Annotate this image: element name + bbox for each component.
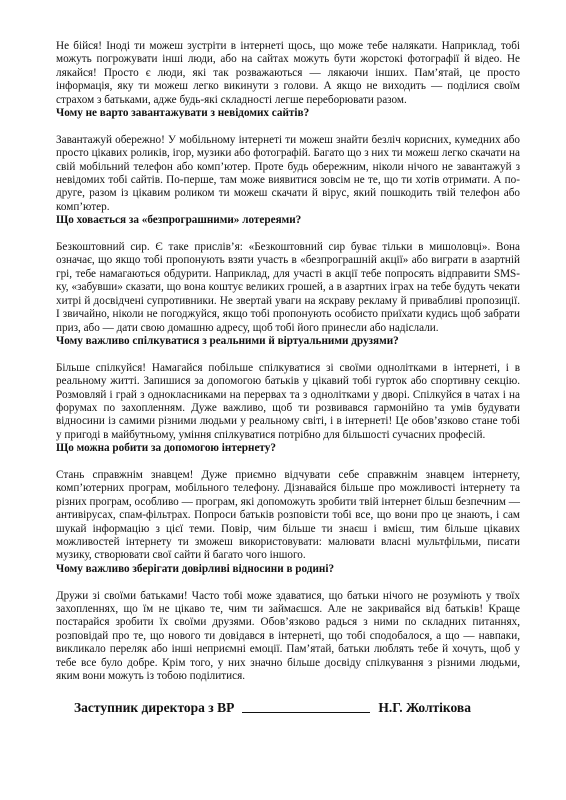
paragraph-6: Дружи зі своїми батьками! Часто тобі може здаватися, що батьки нічого не розуміють у твоїх захопленнях, що їм не цікаво те, чим ти займаєшся. Але не закривайся від батьків! Краще постарайся зробити їх своїми друзями. Обов’язково радься з ними по складних питаннях, розповідай про те, що нового ти довідався в інтернеті, що тобі сподобалося, а що — навпаки, викликало переляк або інші неприємні емоції. Пам’ятай, батьки люблять тебе й хочуть, щоб у тебе все було добре. Крім того, у них значно більше досвіду спілкування з різними людьми, яким вони можуть із тобою поділитися. bbox=[56, 589, 520, 683]
signature-line bbox=[74, 700, 514, 716]
paragraph-1: Не бійся! Іноді ти можеш зустріти в інтернеті щось, що може тебе налякати. Наприклад, тобі можуть погрожувати інші люди, або на сайтах можуть бути жорстокі фотографії й відео. Не лякайся! Просто є люди, які так розважаються — лякаючи інших. Пам’ятай, це просто інформація, яку ти можеш легко викинути з голови. А якщо не виходить — поділися своїм страхом з батьками, адже будь-які складності легше переборювати разом. bbox=[56, 40, 520, 106]
heading-friends: Чому важливо спілкуватися з реальними й віртуальними друзями? bbox=[56, 334, 399, 347]
heading-lotteries: Що ховається за «безпрограшними» лотереями? bbox=[56, 214, 302, 227]
heading-family-trust: Чому важливо зберігати довірливі відносини в родині? bbox=[56, 562, 335, 575]
section-5 bbox=[56, 469, 520, 576]
section-1 bbox=[56, 40, 520, 120]
section-4 bbox=[56, 362, 520, 456]
signature-position: Заступник директора з ВР bbox=[74, 700, 235, 715]
signature-name: Н.Г. Жолтікова bbox=[378, 700, 471, 715]
document-page bbox=[56, 40, 520, 683]
section-6 bbox=[56, 590, 520, 684]
heading-internet-uses: Що можна робити за допомогою інтернету? bbox=[56, 442, 276, 455]
paragraph-2: Завантажуй обережно! У мобільному інтернеті ти можеш знайти безліч корисних, кумедних або просто цікавих роликів, ігор, музики або фотографій. Багато що з них ти можеш легко скачати на свій мобільний телефон або комп’ютер. Проте будь обережним, ніколи нічого не завантажуй з невідомих тобі сайтів. По-перше, там може виявитися зовсім не те, що ти хотів отримати. А по-друге, разом із цікавим роликом ти можеш скачати й вірус, який пошкодить твій телефон або комп’ютер. bbox=[56, 133, 520, 213]
signature-blank bbox=[242, 712, 370, 713]
section-2 bbox=[56, 134, 520, 228]
paragraph-4: Більше спілкуйся! Намагайся побільше спілкуватися зі своїми однолітками в інтернеті, і в реальному житті. Запишися за допомогою батьків у цікавий тобі гурток або спортивну секцію. Розмовляй і грай з однокласниками на перервах та з однолітками у дворі. Спілкуйся в чатах і на форумах по захопленням. Дуже важливо, щоб ти розвивався гармонійно та умів будувати відносини із самими різними людьми у реальному світі, і в інтернеті! Це обов’язково стане тобі у пригоді в майбутньому, уміння спілкуватися потрібно для більшості сучасних професій. bbox=[56, 361, 520, 441]
paragraph-3: Безкоштовний сир. Є таке прислів’я: «Безкоштовний сир буває тільки в мишоловці». Вона означає, що якщо тобі пропонують взяти участь в «безпрограшній акції» або виграти в азартній грі, тебе намагаються обдурити. Наприклад, для участі в акції тебе попросять відправити SMS-ку, «забувши» сказати, що вона коштує великих грошей, а в азартних іграх на тебе будуть чекати хитрі й досвідчені супротивники. Не звертай уваги на яскраву рекламу й привабливі пропозиції. І звичайно, ніколи не погоджуйся, якщо тобі пропонують особисто приїхати кудись щоб забрати приз, або — дати свою домашню адресу, щоб тобі його принесли або надіслали. bbox=[56, 241, 520, 334]
heading-unknown-sites: Чому не варто завантажувати з невідомих сайтів? bbox=[56, 107, 310, 120]
section-3 bbox=[56, 241, 520, 348]
paragraph-5: Стань справжнім знавцем! Дуже приємно відчувати себе справжнім знавцем інтернету, комп’ютерних програм, мобільного телефону. Дізнавайся більше про можливості інтернету та різних програм, особливо — програм, які допоможуть зробити твій інтернет більш безпечним — антивірусах, спам-фільтрах. Попроси батьків розповісти тобі все, що вони про це знають, і сам шукай інформацію з цієї теми. Повір, чим більше ти знаєш і вмієш, тим більше цікавих можливостей інтернету ти зможеш використовувати: малювати власні мультфільми, писати музику, створювати свої сайти й багато чого іншого. bbox=[56, 468, 520, 562]
